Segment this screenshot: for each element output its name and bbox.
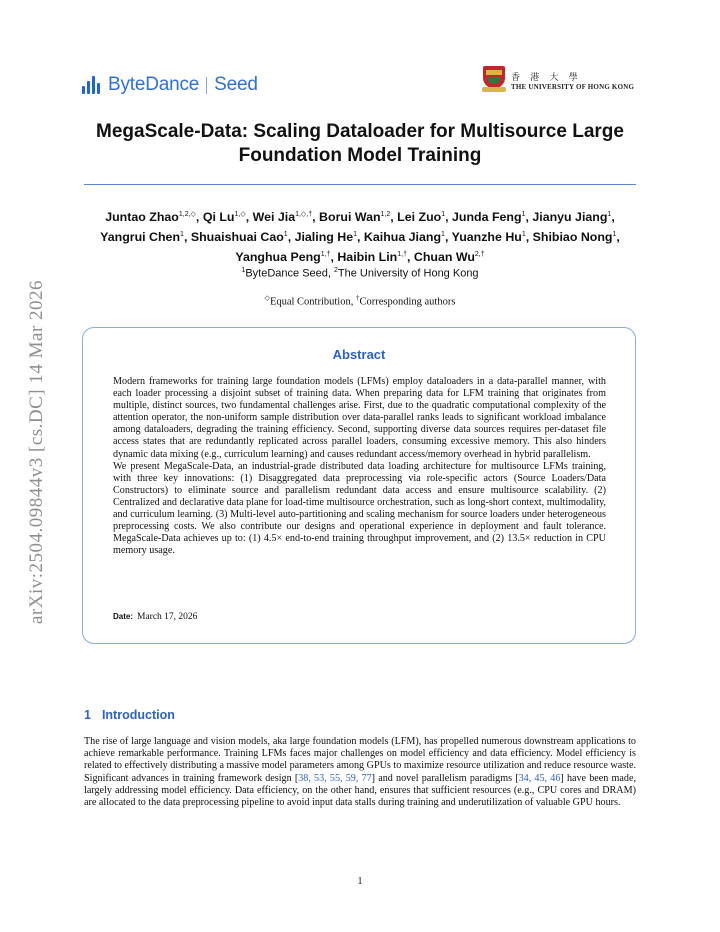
hku-chinese-name: 香 港 大 學 xyxy=(511,71,582,82)
abstract-body xyxy=(113,376,606,557)
hku-logo xyxy=(483,66,634,94)
author-name: Shibiao Nong$^1$ xyxy=(532,230,617,245)
author-name: Wei Jia$^{1,◇,\dagger}$ xyxy=(252,210,313,225)
bytedance-seed-logo xyxy=(82,74,258,96)
author-name: Shuaishuai Cao$^1$ xyxy=(190,230,288,245)
author-name: Yangrui Chen$^1$ xyxy=(100,230,184,245)
bytedance-bars-icon xyxy=(82,76,102,94)
arxiv-identifier-stamp: arXiv:2504.09844v3 [cs.DC] 14 Mar 2026 xyxy=(26,279,47,625)
abstract-date xyxy=(113,612,197,622)
abstract-heading: Abstract xyxy=(332,347,386,362)
hku-crest-icon xyxy=(483,66,505,94)
author-name: Yuanzhe Hu$^1$ xyxy=(451,230,526,245)
author-name: Yanghua Peng$^{1,\dagger}$ xyxy=(235,250,331,265)
author-name: Kaihua Jiang$^1$ xyxy=(363,230,445,245)
title-divider xyxy=(84,184,636,185)
author-name: Haibin Lin$^{1,\dagger}$ xyxy=(337,250,407,265)
author-name: Chuan $Wu^{2,\dagger}$ xyxy=(413,250,485,265)
author-name: Junda Feng$^1$ xyxy=(452,210,526,225)
abstract-paragraph: Modern frameworks for training large foundation models (LFMs) employ dataloaders in a data-parallel manner, with each loader processing a disjoint subset of training data. When preparing data for LFM training that originates from multiple, distinct sources, two fundamental challenges arise. First, due to the quadratic computational complexity of the attention operator, the non-uniform sample distribution over data-parallel ranks leads to significant workload imbalance among dataloaders, degrading the training efficiency. Second, supporting diverse data sources requires per-dataset file access states that are redundantly replicated across parallel loaders, consuming excessive memory. This also hinders dynamic data mixing (e.g., curriculum learning) and causes redundant access/memory overhead in hybrid parallelism. xyxy=(113,376,606,460)
affiliations: $^1$ByteDance Seed, $^2$The University of Hong Kong xyxy=(241,267,479,280)
abstract-box xyxy=(82,327,636,644)
author-name: Jialing He$^1$ xyxy=(294,230,358,245)
citation-link[interactable]: 34, 45, 46 xyxy=(518,772,561,784)
date-label: Date: xyxy=(113,612,134,621)
page-number: 1 xyxy=(357,876,363,887)
logo-divider xyxy=(206,77,207,94)
introduction-paragraph: The rise of large language and vision models, aka large foundation models (LFM), has propelled numerous downstream applications to achieve remarkable performance. Training LFMs faces major challenges on model efficiency and data efficiency. Model efficiency is related to effectively distributing a massive model parameters among GPUs to maximize resource utilization and reduce resource waste. Significant advances in training framework design [38, 53, 55, 59, 77] and novel parallelism paradigms [34, 45, 46] have been made, largely addressing model efficiency. Data efficiency, on the other hand, ensures that sufficient resources (e.g., CPU cores and DRAM) are allocated to the data preprocessing pipeline to avoid input data stalls during training and underutilization of valuable GPU hours. xyxy=(84,736,636,809)
author-name: Qi $Lu^{1,◇}$ xyxy=(202,210,246,225)
corresponding-authors-note: Corresponding authors xyxy=(359,296,456,308)
seed-brand-text: Seed xyxy=(214,74,258,95)
author-name: Borui Wan$^{1,2}$ xyxy=(319,210,391,225)
author-name: Lei Zuo$^1$ xyxy=(397,210,446,225)
abstract-paragraph: We present MegaScale-Data, an industrial-grade distributed data loading architecture for multisource LFMs training, with three key innovations: (1) Disaggregated data preprocessing via role-specific actors (Source Loaders/Data Constructors) to eliminate source and parallelism redundant data access and ensure multisource scalability. (2) Centralized and declarative data plane for load-time multisource orchestration, such as long-short context, multimodality, and curriculum learning. (3) Multi-level auto-partitioning and scaling mechanism for source loaders under heterogeneous preprocessing costs. We also contribute our designs and operational experience in deployment and fault tolerance. MegaScale-Data achieves up to: (1) 4.5× end-to-end training throughput improvement, and (2) 13.5× reduction in CPU memory usage. xyxy=(113,460,606,557)
paper-title: MegaScale-Data: Scaling Dataloader for Multisource Large Foundation Model Training xyxy=(96,121,624,166)
bytedance-brand-text: ByteDance xyxy=(108,74,200,95)
affiliation-hku: The University of Hong Kong xyxy=(337,267,479,280)
section-heading-introduction xyxy=(84,708,175,722)
author-name: Juntao Zhao$^{1,2,◇}$ xyxy=(105,210,196,225)
contribution-note: ◇Equal Contribution, †Corresponding authors xyxy=(264,294,456,308)
section-number: 1 xyxy=(84,708,91,722)
citation-link[interactable]: 38, 53, 55, 59, 77 xyxy=(298,772,372,784)
date-value: March 17, 2026 xyxy=(137,612,198,622)
author-list: Juntao Zhao$^{1,2,◇}$, Qi $Lu^{1,◇}$, Wei Jia$^{1,◇,\dagger}$, Borui Wan$^{1,2}$, Lei Zuo$^1$, Junda Feng$^1$, Jianyu Jiang$^1$, Yangrui Chen$^1$, Shuaishuai Cao$^1$, Jialing He$^1$, Kaihua Jiang$^1$, Yuanzhe Hu$^1$, Shibiao Nong$^1$, Yanghua Peng$^{1,\dagger}$, Haibin Lin$^{1,\dagger}$, Chuan $Wu^{2,\dagger}$ xyxy=(100,210,620,265)
hku-english-name: THE UNIVERSITY OF HONG KONG xyxy=(511,82,635,91)
equal-contribution-note: Equal Contribution, xyxy=(269,296,356,308)
author-name: Jianyu Jiang$^1$ xyxy=(532,210,612,225)
section-title: Introduction xyxy=(101,708,175,722)
affiliation-bytedance: ByteDance Seed, xyxy=(245,267,335,280)
